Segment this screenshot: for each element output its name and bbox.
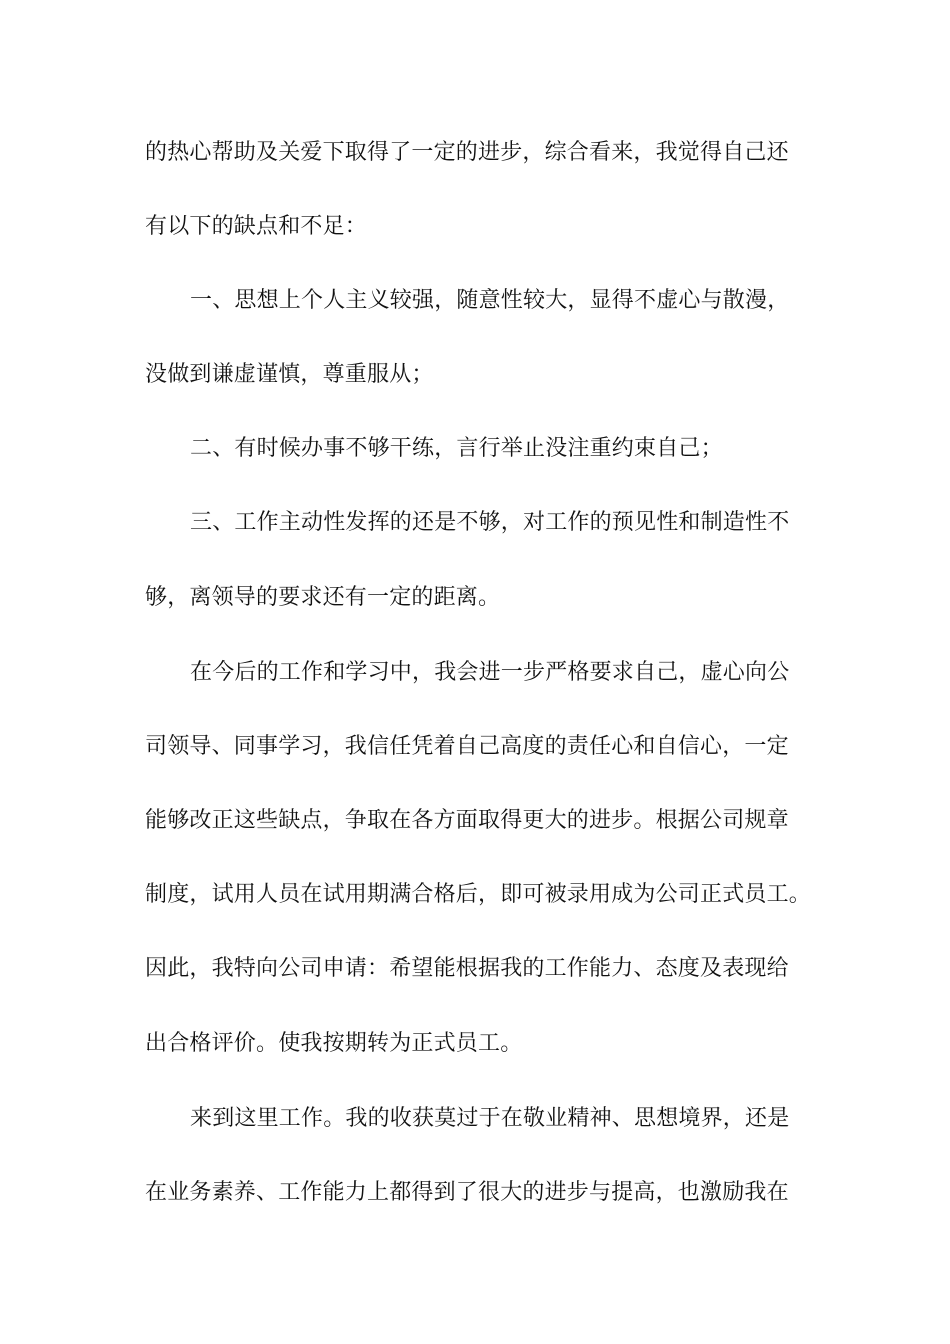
list-item-1-continuation: 没做到谦虚谨慎，尊重服从； [145, 362, 434, 387]
list-item-1-line: 一、思想上个人主义较强，随意性较大，显得不虚心与散漫， [190, 288, 790, 313]
paragraph-line: 在业务素养、工作能力上都得到了很大的进步与提高，也激励我在 [145, 1180, 789, 1205]
paragraph-line: 司领导、同事学习，我信任凭着自己高度的责任心和自信心，一定 [145, 734, 789, 759]
paragraph-line: 在今后的工作和学习中，我会进一步严格要求自己，虚心向公 [190, 660, 790, 685]
list-item-2-line: 二、有时候办事不够干练，言行举止没注重约束自己； [190, 436, 723, 461]
paragraph-line: 因此，我特向公司申请：希望能根据我的工作能力、态度及表现给 [145, 956, 789, 981]
list-item-3-line: 三、工作主动性发挥的还是不够，对工作的预见性和制造性不 [190, 510, 790, 535]
paragraph-line: 出合格评价。使我按期转为正式员工。 [145, 1031, 523, 1056]
text-line: 有以下的缺点和不足： [145, 214, 368, 239]
paragraph-line: 制度，试用人员在试用期满合格后，即可被录用成为公司正式员工。 [145, 882, 812, 907]
paragraph-line: 能够改正这些缺点，争取在各方面取得更大的进步。根据公司规章 [145, 808, 789, 833]
text-line: 的热心帮助及关爱下取得了一定的进步，综合看来，我觉得自己还 [145, 140, 789, 165]
list-item-3-continuation: 够，离领导的要求还有一定的距离。 [145, 585, 501, 610]
paragraph-line: 来到这里工作。我的收获莫过于在敬业精神、思想境界，还是 [190, 1106, 790, 1131]
